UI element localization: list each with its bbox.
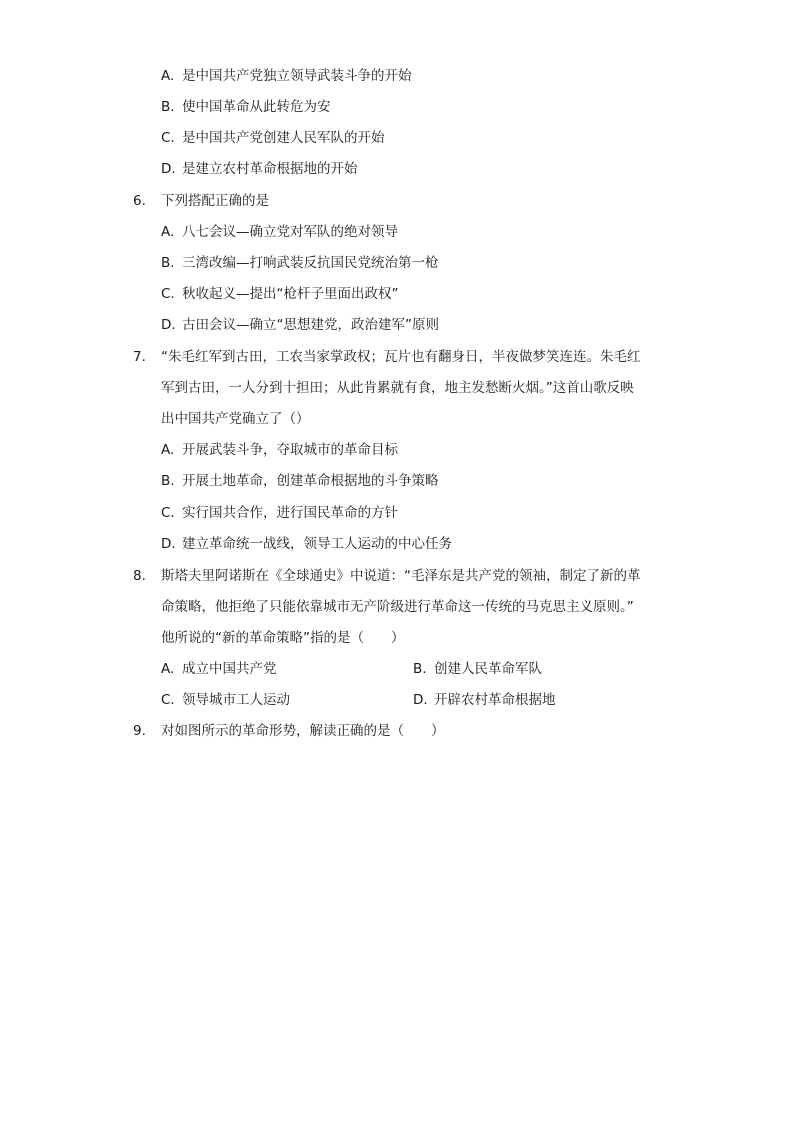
option-text: 创建人民革命军队 [434, 661, 542, 677]
q6-option-b [161, 254, 439, 272]
option-letter: A. [161, 224, 175, 240]
option-text: 是中国共产党独立领导武装斗争的开始 [182, 68, 412, 84]
option-text: 使中国革命从此转危为安 [182, 99, 331, 115]
q8-option-b [413, 660, 542, 678]
option-letter: D. [161, 536, 176, 552]
option-text: 开展土地革命，创建革命根据地的斗争策略 [182, 473, 439, 489]
option-letter: C. [161, 286, 175, 302]
option-text: 古田会议—确立“思想建党，政治建军”原则 [182, 317, 439, 333]
option-text: 秋收起义—提出“枪杆子里面出政权” [182, 286, 399, 302]
q8-option-a [161, 660, 277, 678]
q5-option-d [161, 160, 358, 178]
option-text: 领导城市工人运动 [182, 692, 290, 708]
option-letter: A. [161, 68, 175, 84]
q7-stem-line: 出中国共产党确立了（） [161, 411, 310, 427]
q7-stem-line: “朱毛红军到古田，工农当家掌政权；瓦片也有翻身日，半夜做梦笑连连。朱毛红 [161, 349, 641, 365]
q7-stem-line: 军到古田，一人分到十担田；从此肯累就有食，地主发愁断火烟。”这首山歌反映 [161, 380, 634, 396]
q8-option-d [413, 691, 556, 709]
q6-option-d [161, 316, 439, 334]
option-letter: D. [161, 161, 176, 177]
q8-number: 8. [133, 568, 146, 584]
option-letter: B. [161, 99, 175, 115]
option-text: 三湾改编—打响武装反抗国民党统治第一枪 [182, 255, 439, 271]
q8-stem-line: 斯塔夫里阿诺斯在《全球通史》中说道：“毛泽东是共产党的领袖，制定了新的革 [161, 568, 641, 584]
option-text: 开展武装斗争，夺取城市的革命目标 [182, 442, 398, 458]
q6-option-a [161, 223, 398, 241]
q5-option-c [161, 129, 385, 147]
option-letter: B. [161, 473, 175, 489]
q7-option-b [161, 472, 439, 490]
q9-number: 9. [133, 723, 146, 739]
q7-option-a [161, 441, 398, 459]
option-letter: C. [161, 130, 175, 146]
option-text: 建立革命统一战线，领导工人运动的中心任务 [182, 536, 452, 552]
option-text: 是建立农村革命根据地的开始 [182, 161, 358, 177]
q9-stem: 对如图所示的革命形势，解读正确的是（ ） [161, 723, 445, 739]
q8-stem-line: 他所说的“新的革命策略”指的是（ ） [161, 630, 405, 646]
q8-option-c [161, 691, 290, 709]
option-text: 实行国共合作，进行国民革命的方针 [182, 505, 398, 521]
option-letter: A. [161, 661, 175, 677]
option-letter: A. [161, 442, 175, 458]
option-text: 是中国共产党创建人民军队的开始 [182, 130, 385, 146]
option-letter: C. [161, 505, 175, 521]
q7-option-c [161, 504, 398, 522]
option-text: 成立中国共产党 [182, 661, 277, 677]
option-text: 八七会议—确立党对军队的绝对领导 [182, 224, 398, 240]
q5-option-b [161, 98, 331, 116]
q7-number: 7. [133, 349, 146, 365]
option-letter: C. [161, 692, 175, 708]
q6-option-c [161, 285, 399, 303]
q6-stem: 下列搭配正确的是 [161, 193, 269, 209]
option-letter: B. [161, 255, 175, 271]
q7-option-d [161, 535, 452, 553]
q5-option-a [161, 67, 412, 85]
q6-number: 6. [133, 193, 146, 209]
option-text: 开辟农村革命根据地 [434, 692, 556, 708]
q8-stem-line: 命策略，他拒绝了只能依靠城市无产阶级进行革命这一传统的马克思主义原则。” [161, 599, 634, 615]
option-letter: D. [161, 317, 176, 333]
option-letter: B. [413, 661, 427, 677]
option-letter: D. [413, 692, 428, 708]
